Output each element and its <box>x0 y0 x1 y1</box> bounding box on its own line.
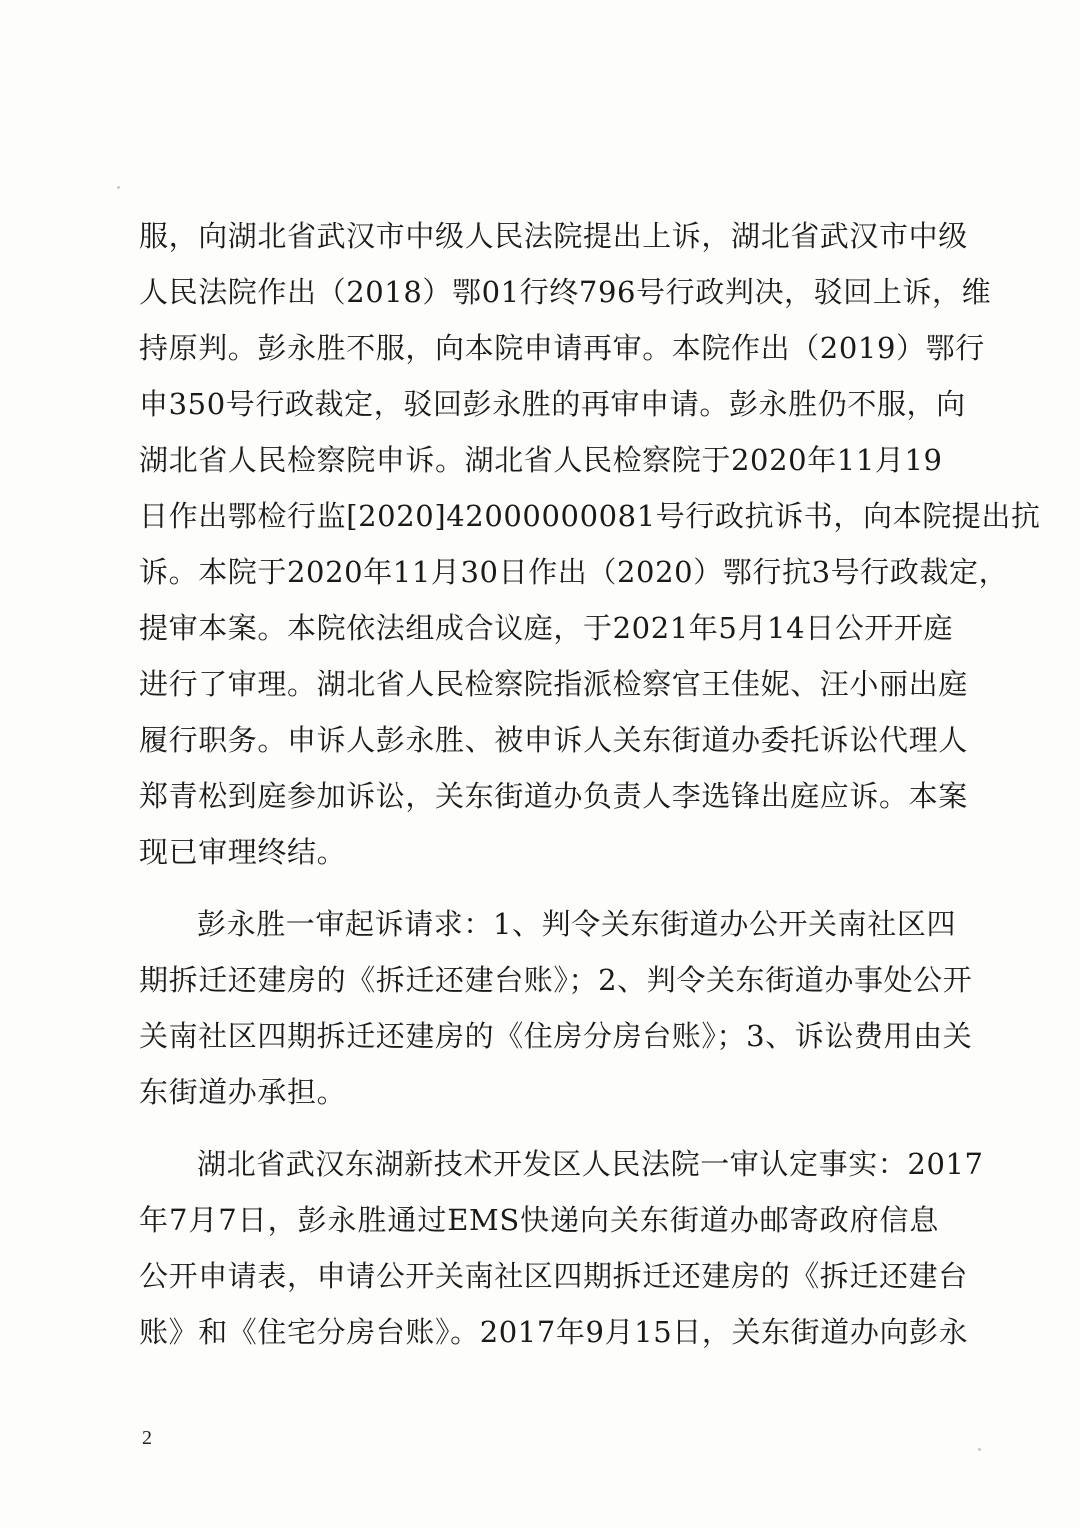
text-line: 期拆迁还建房的《拆迁还建台账》；2、判令关东街道办事处公开 <box>139 963 973 997</box>
text-line: 彭永胜一审起诉请求：1、判令关东街道办公开关南社区四 <box>197 907 957 941</box>
text-line: 湖北省人民检察院申诉。湖北省人民检察院于2020年11月19 <box>139 443 943 477</box>
text-line: 湖北省武汉东湖新技术开发区人民法院一审认定事实：2017 <box>197 1147 984 1181</box>
text-line: 年7月7日，彭永胜通过EMS快递向关东街道办邮寄政府信息 <box>139 1203 939 1237</box>
text-line: 人民法院作出（2018）鄂01行终796号行政判决，驳回上诉，维 <box>139 275 992 309</box>
scan-speck <box>117 186 120 189</box>
text-line: 账》和《住宅分房台账》。2017年9月15日，关东街道办向彭永 <box>139 1315 969 1349</box>
text-line: 持原判。彭永胜不服，向本院申请再审。本院作出（2019）鄂行 <box>139 331 985 365</box>
text-line: 履行职务。申诉人彭永胜、被申诉人关东街道办委托诉讼代理人 <box>139 723 968 757</box>
page-number: 2 <box>142 1427 152 1449</box>
text-line: 郑青松到庭参加诉讼，关东街道办负责人李选锋出庭应诉。本案 <box>139 779 968 813</box>
text-line: 进行了审理。湖北省人民检察院指派检察官王佳妮、汪小丽出庭 <box>139 667 968 701</box>
document-body <box>139 208 1041 1360</box>
text-line: 日作出鄂检行监[2020]42000000081号行政抗诉书，向本院提出抗 <box>139 499 1041 533</box>
text-line: 东街道办承担。 <box>139 1075 347 1109</box>
text-line: 诉。本院于2020年11月30日作出（2020）鄂行抗3号行政裁定， <box>139 555 1009 589</box>
text-line: 公开申请表，申请公开关南社区四期拆迁还建房的《拆迁还建台 <box>139 1259 968 1293</box>
paragraph-gap <box>139 1120 939 1136</box>
paragraph-gap <box>139 880 939 896</box>
text-line: 关南社区四期拆迁还建房的《住房分房台账》；3、诉讼费用由关 <box>139 1019 973 1053</box>
scan-speck <box>978 1448 981 1451</box>
text-line: 提审本案。本院依法组成合议庭，于2021年5月14日公开开庭 <box>139 611 954 645</box>
text-line: 申350号行政裁定，驳回彭永胜的再审申请。彭永胜仍不服，向 <box>139 387 966 421</box>
text-line: 服，向湖北省武汉市中级人民法院提出上诉，湖北省武汉市中级 <box>139 219 968 253</box>
text-line: 现已审理终结。 <box>139 835 347 869</box>
